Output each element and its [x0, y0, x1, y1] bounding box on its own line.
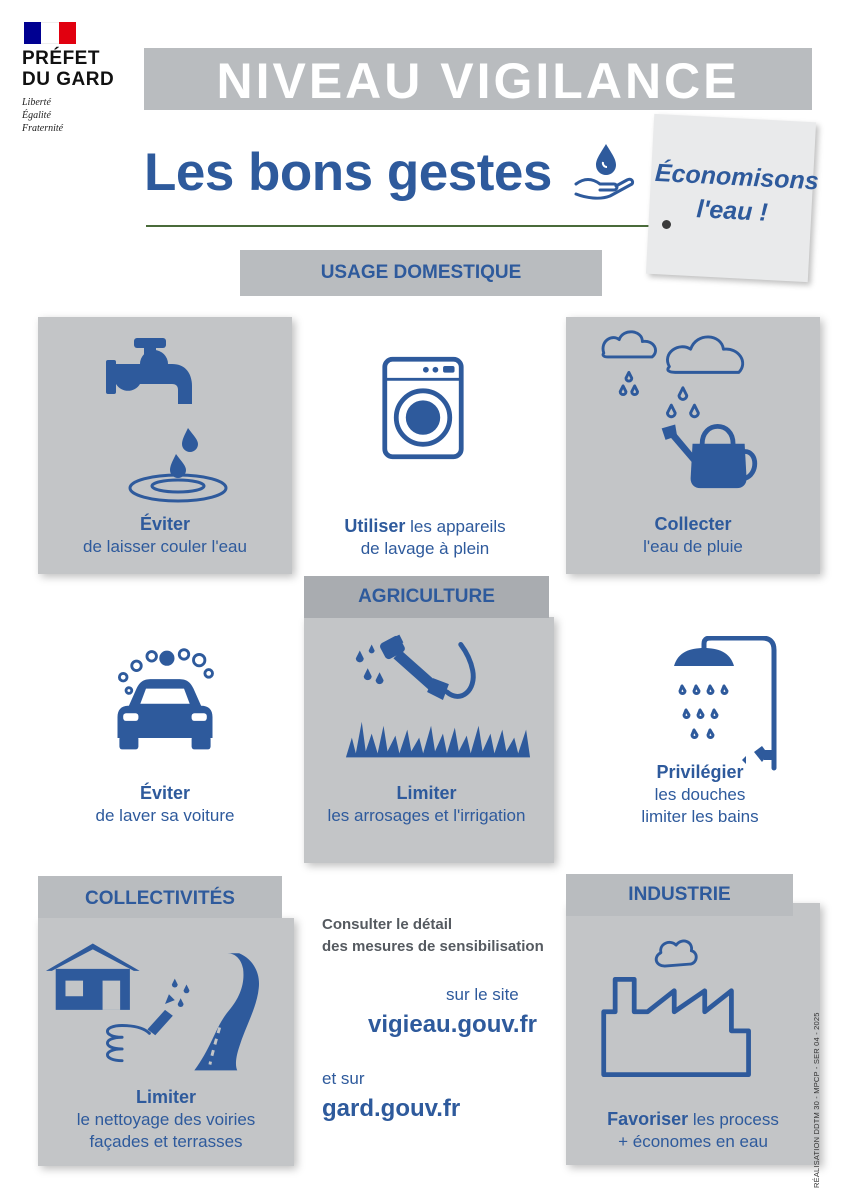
card-tap-caption — [38, 513, 292, 558]
irrigation-bold: Limiter — [396, 783, 457, 803]
republic-motto — [22, 96, 63, 135]
prefecture-line2: DU GARD — [22, 69, 115, 90]
factory-bold: Favoriser — [607, 1109, 689, 1129]
motto-egalite: Égalité — [22, 110, 51, 121]
info-text — [322, 914, 562, 958]
prefecture-name — [22, 48, 114, 90]
and-text: et sur — [322, 1069, 365, 1088]
car-wash-icon — [108, 644, 222, 756]
washer-text1: les appareils — [410, 517, 506, 536]
info-line1: Consulter le détail — [322, 916, 453, 933]
section-collectivites: COLLECTIVITÉS — [38, 876, 282, 918]
link-gard[interactable]: gard.gouv.fr — [322, 1095, 461, 1122]
hand-water-drop-icon — [570, 140, 638, 202]
motto-fraternite: Fraternité — [22, 123, 64, 134]
pin-icon — [662, 220, 671, 229]
prefecture-line1: PRÉFET — [22, 48, 100, 69]
section-industrie: INDUSTRIE — [566, 874, 793, 916]
section-usage-domestique: USAGE DOMESTIQUE — [240, 250, 602, 296]
rain-bold: Collecter — [654, 514, 732, 534]
motto-liberte: Liberté — [22, 97, 51, 108]
rain-watering-can-icon — [598, 326, 762, 494]
shower-text1: les douches — [654, 785, 746, 804]
irrigation-text: les arrosages et l'irrigation — [327, 806, 526, 825]
street-text1: le nettoyage des voiries — [76, 1110, 256, 1129]
tap-icon — [100, 336, 230, 506]
car-text: de laver sa voiture — [95, 806, 235, 825]
title-divider — [146, 225, 666, 227]
card-shower-caption — [585, 761, 815, 828]
page-subtitle: Les bons gestes — [144, 143, 552, 202]
card-car-caption — [40, 782, 290, 827]
street-bold: Limiter — [135, 1087, 196, 1107]
note-line2: l'eau ! — [695, 195, 769, 227]
tap-bold: Éviter — [139, 514, 191, 534]
factory-icon — [598, 932, 760, 1082]
sticky-note-text — [652, 156, 820, 232]
card-street-caption — [38, 1086, 294, 1153]
rain-text: l'eau de pluie — [643, 537, 743, 556]
factory-text1: les process — [692, 1110, 779, 1129]
factory-text2: + économes en eau — [618, 1132, 768, 1151]
card-washer-caption — [300, 515, 550, 560]
shower-bold: Privilégier — [656, 762, 744, 782]
car-bold: Éviter — [139, 783, 191, 803]
washer-bold: Utiliser — [344, 516, 406, 536]
page-title: NIVEAU VIGILANCE — [216, 53, 740, 109]
shower-icon — [664, 636, 780, 772]
republic-flag-icon — [24, 22, 76, 44]
info-line2: des mesures de sensibilisation — [322, 938, 544, 955]
credit-text: RÉALISATION DDTM 30 - MPCP - SER 04 - 2025 — [812, 1012, 821, 1188]
street-text2: façades et terrasses — [89, 1132, 243, 1151]
card-factory-caption — [566, 1108, 820, 1153]
hose-grass-icon — [338, 630, 536, 760]
card-rain-caption — [566, 513, 820, 558]
tap-text: de laisser couler l'eau — [83, 537, 247, 556]
card-irrigation-caption — [304, 782, 549, 827]
note-line1: Économisons — [654, 158, 820, 196]
link-vigieau[interactable]: vigieau.gouv.fr — [368, 1011, 537, 1038]
washer-text2: de lavage à plein — [360, 539, 490, 558]
site-intro: sur le site — [446, 985, 519, 1004]
house-hose-road-icon — [44, 938, 288, 1074]
shower-text2: limiter les bains — [641, 807, 759, 826]
section-agriculture: AGRICULTURE — [304, 576, 549, 618]
washing-machine-icon — [380, 352, 466, 464]
